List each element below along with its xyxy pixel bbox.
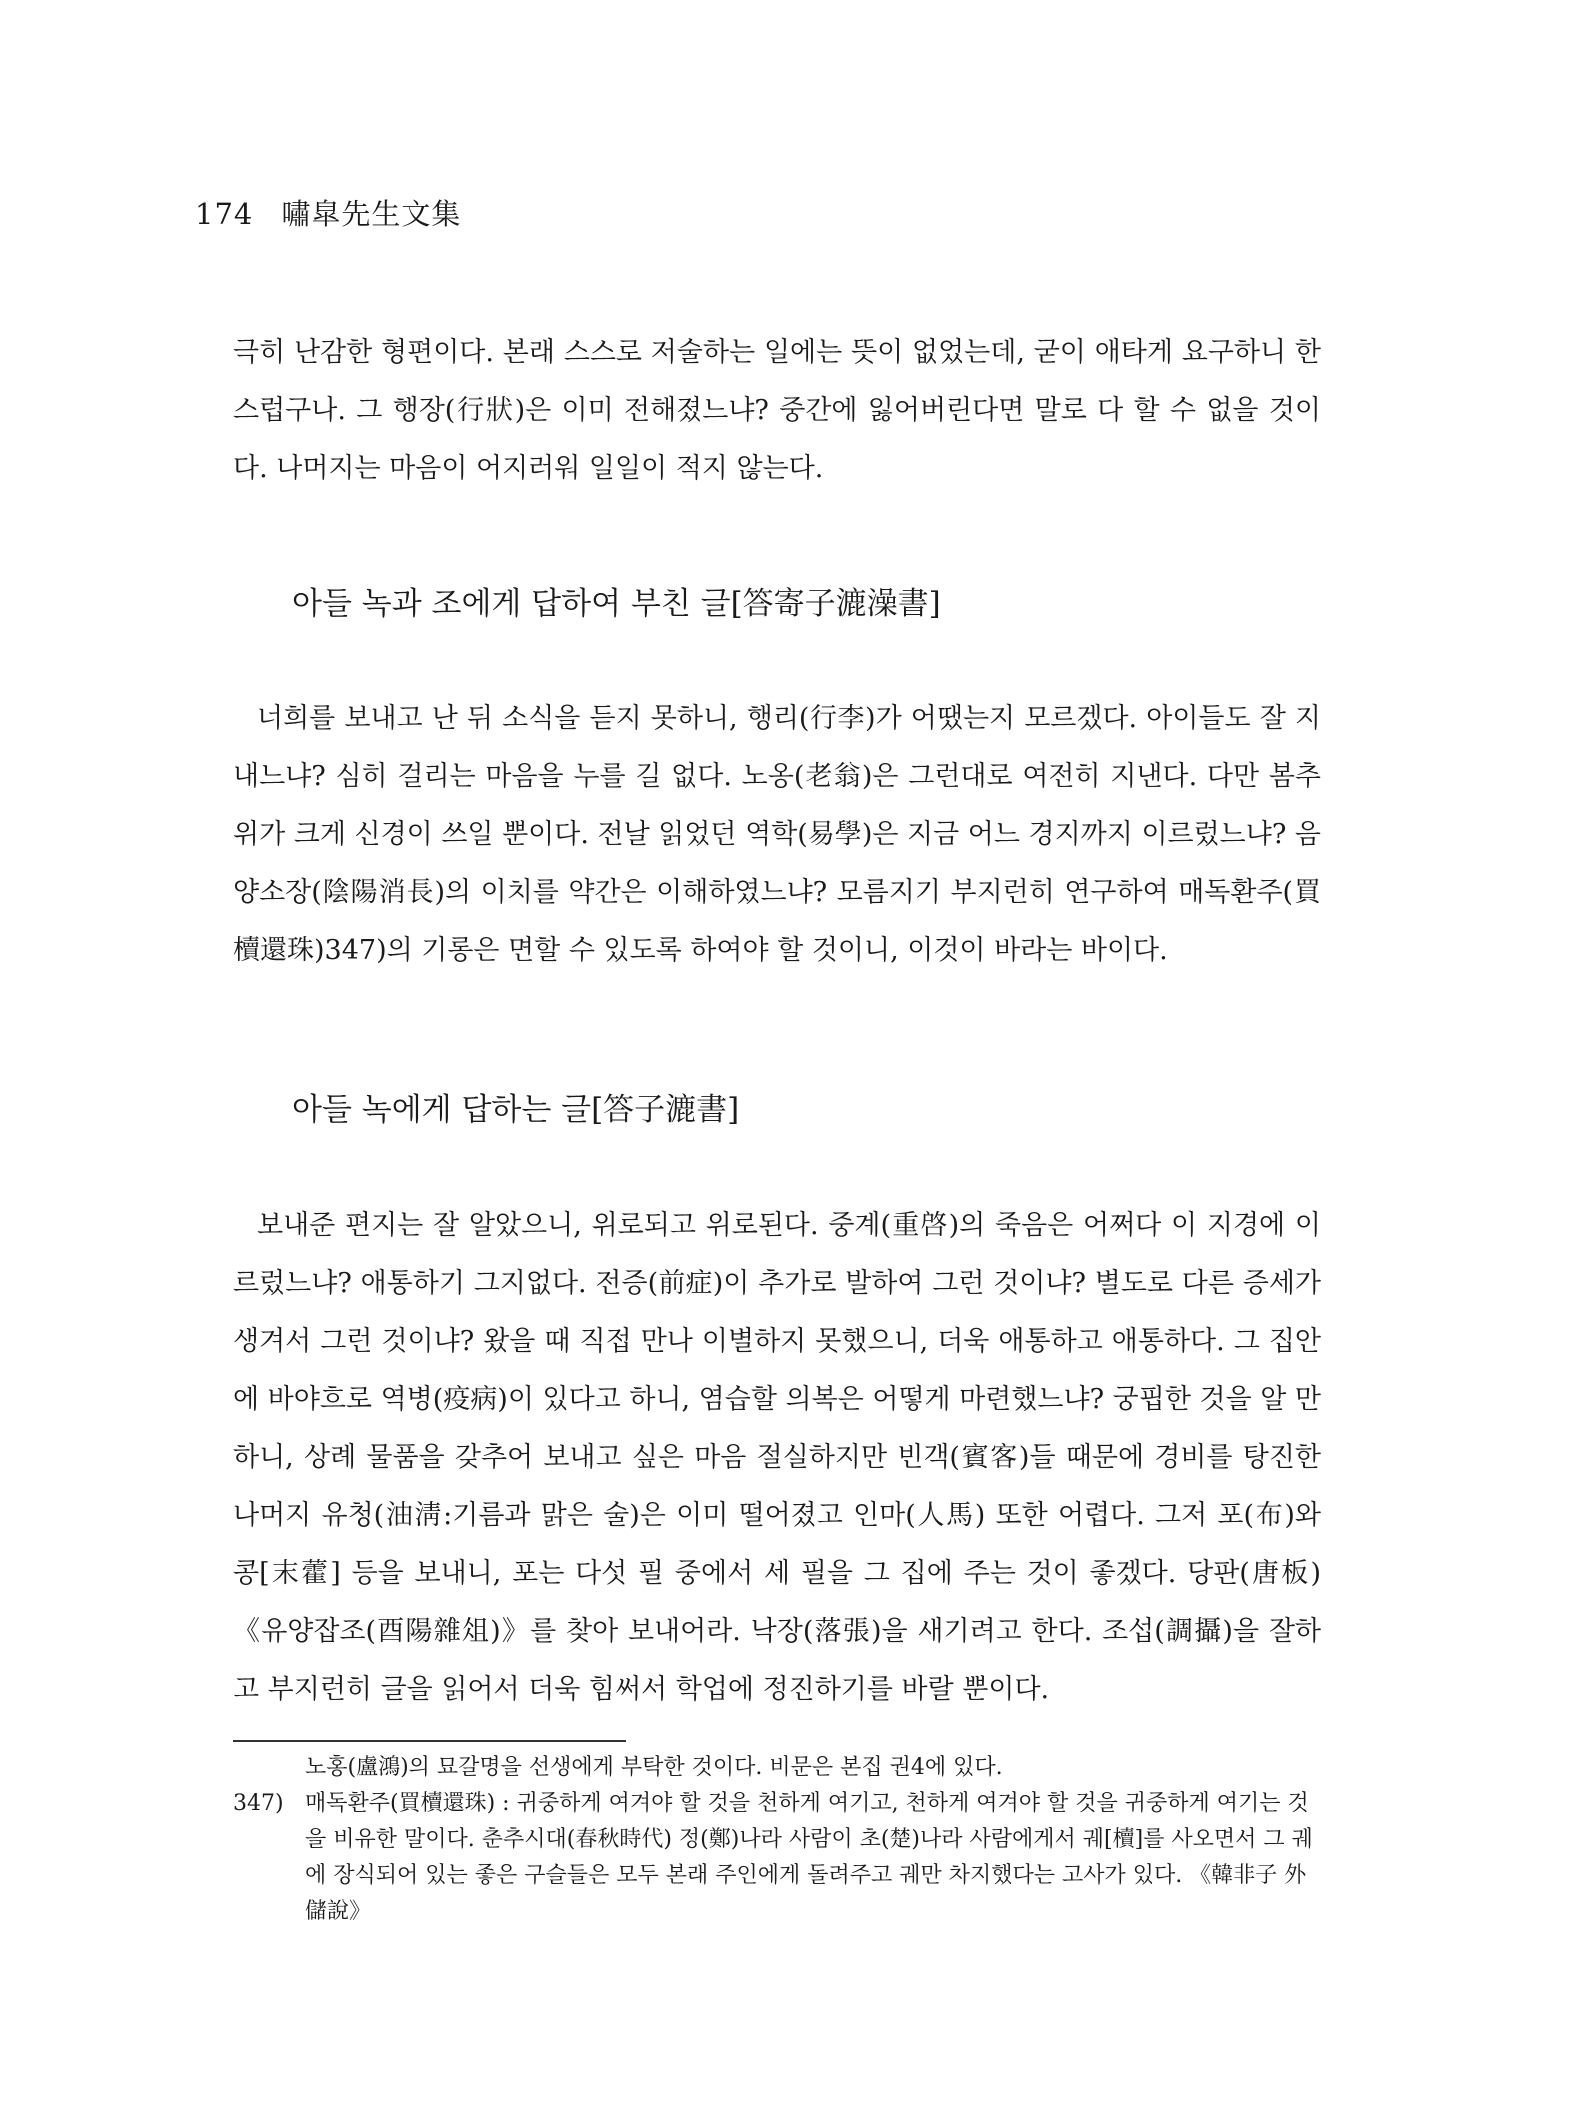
footnote-number: 347): [233, 1791, 284, 1816]
letter-body-1: 너희를 보내고 난 뒤 소식을 듣지 못하니, 행리(行李)가 어땠는지 모르겠다. 아이들도 잘 지내느냐? 심히 걸리는 마음을 누를 길 없다. 노옹(老翁)은 그런대로 여전히 지낸다. 다만 봄추위가 크게 신경이 쓰일 뿐이다. 전날 읽었던 역학(易學)은 지금 어느 경지까지 이르렀느냐? 음양소장(陰陽消長)의 이치를 약간은 이해하였느냐? 모름지기 부지런히 연구하여 매독환주(買櫝還珠)347)의 기롱은 면할 수 있도록 하여야 할 것이니, 이것이 바라는 바이다.: [233, 703, 1321, 966]
footnotes: [233, 1750, 1323, 1930]
footnote-continued: 노홍(盧鴻)의 묘갈명을 선생에게 부탁한 것이다. 비문은 본집 권4에 있다.: [305, 1755, 1003, 1780]
intro-paragraph: 극히 난감한 형편이다. 본래 스스로 저술하는 일에는 뜻이 없었는데, 굳이 애타게 요구하니 한스럽구나. 그 행장(行狀)은 이미 전해졌느냐? 중간에 잃어버린다면 말로 다 할 수 없을 것이다. 나머지는 마음이 어지러워 일일이 적지 않는다.: [233, 337, 1321, 484]
section-title-1: 아들 녹과 조에게 답하여 부친 글[答寄子漉澡書]: [292, 586, 941, 622]
footnote-text: 매독환주(買櫝還珠) : 귀중하게 여겨야 할 것을 천하게 여기고, 천하게 여겨야 할 것을 귀중하게 여기는 것을 비유한 말이다. 춘추시대(春秋時代) 정(鄭)나라 사람이 초(楚)나라 사람에게서 궤[櫝]를 사오면서 그 궤에 장식되어 있는 좋은 구슬들은 모두 본래 주인에게 돌려주고 궤만 차지했다는 고사가 있다. 《韓非子 外儲說》: [305, 1791, 1313, 1924]
footnote-347: [233, 1786, 1323, 1930]
footnote-divider: [233, 1740, 626, 1742]
section-title-2: 아들 녹에게 답하는 글[答子漉書]: [292, 1092, 740, 1128]
page-number: 174: [195, 197, 254, 231]
running-header: [195, 192, 461, 233]
letter-body-2: 보내준 편지는 잘 알았으니, 위로되고 위로된다. 중계(重啓)의 죽음은 어쩌다 이 지경에 이르렀느냐? 애통하기 그지없다. 전증(前症)이 추가로 발하여 그런 것이냐? 별도로 다른 증세가 생겨서 그런 것이냐? 왔을 때 직접 만나 이별하지 못했으니, 더욱 애통하고 애통하다. 그 집안에 바야흐로 역병(疫病)이 있다고 하니, 염습할 의복은 어떻게 마련했느냐? 궁핍한 것을 알 만하니, 상례 물품을 갖추어 보내고 싶은 마음 절실하지만 빈객(賓客)들 때문에 경비를 탕진한 나머지 유청(油淸:기름과 맑은 술)은 이미 떨어졌고 인마(人馬) 또한 어렵다. 그저 포(布)와 콩[末藿] 등을 보내니, 포는 다섯 필 중에서 세 필을 그 집에 주는 것이 좋겠다. 당판(唐板) 《유양잡조(酉陽雜俎)》를 찾아 보내어라. 낙장(落張)을 새기려고 한다. 조섭(調攝)을 잘하고 부지런히 글을 읽어서 더욱 힘써서 학업에 정진하기를 바랄 뿐이다.: [233, 1210, 1321, 1705]
book-title: 嘯皐先生文集: [281, 197, 462, 231]
